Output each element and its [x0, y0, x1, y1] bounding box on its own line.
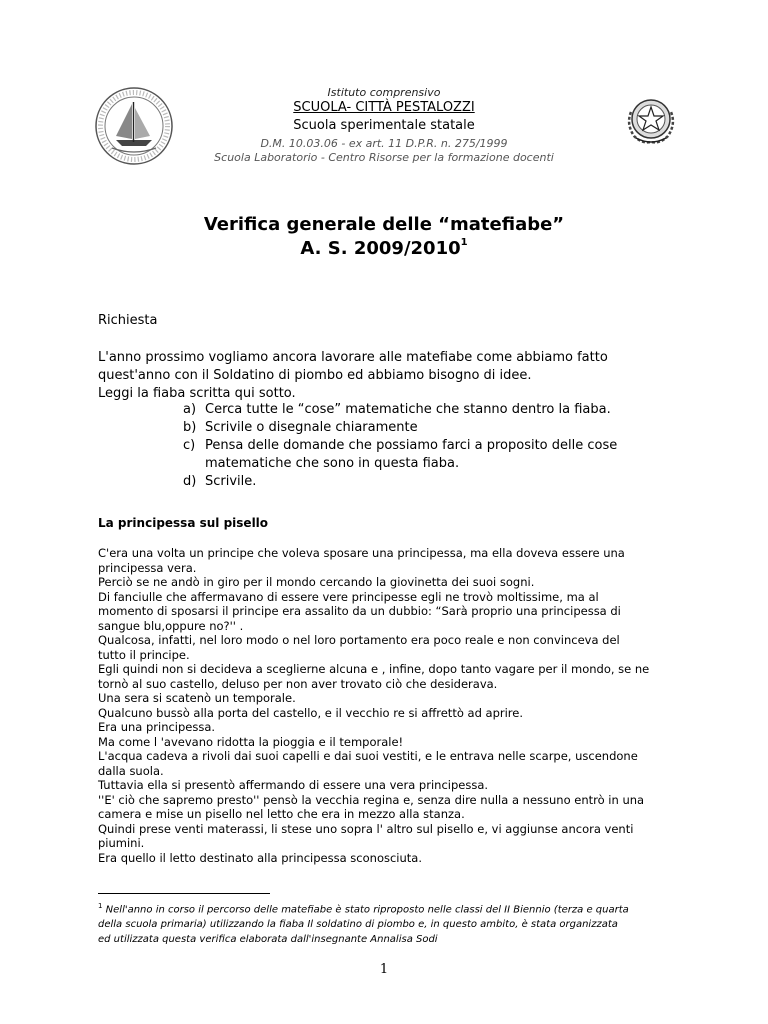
- school-year-text: A. S. 2009/2010: [300, 238, 461, 259]
- list-item-text: Pensa delle domande che possiamo farci a proposito delle cose: [205, 438, 618, 453]
- request-heading: Richiesta: [98, 313, 158, 328]
- institute-label: Istituto comprensivo: [327, 86, 441, 99]
- footnote-line: ed utilizzata questa verifica elaborata dall'insegnante Annalisa Sodi: [98, 934, 438, 946]
- story-line: Egli quindi non si decideva a sceglierne alcuna e , infine, dopo tanto vagare per il mondo, se ne: [98, 662, 650, 676]
- story-line: camera e mise un pisello nel letto che era in mezzo alla stanza.: [98, 807, 465, 821]
- story-line: Era una principessa.: [98, 720, 216, 734]
- request-line: L'anno prossimo vogliamo ancora lavorare alle matefiabe come abbiamo fatto: [98, 350, 608, 365]
- story-line: Quindi prese venti materassi, li stese uno sopra l' altro sul pisello e, vi aggiunse ancora venti: [98, 821, 634, 836]
- story-line: Qualcosa, infatti, nel loro modo o nel loro portamento era poco reale e non convinceva del: [98, 633, 620, 647]
- list-item: [183, 473, 617, 491]
- list-item-label: d): [183, 474, 197, 489]
- story-line: sangue blu,oppure no?'' .: [98, 618, 244, 633]
- school-year: [0, 238, 768, 259]
- list-item: [183, 401, 617, 419]
- story-line: Perciò se ne andò in giro per il mondo cercando la giovinetta dei suoi sogni.: [98, 575, 535, 589]
- request-line: quest'anno con il Soldatino di piombo ed abbiamo bisogno di idee.: [98, 368, 532, 383]
- story-line: Di fanciulle che affermavano di essere vere principesse egli ne trovò moltissime, ma al: [98, 589, 599, 604]
- story-line: Ma come l 'avevano ridotta la pioggia e il temporale!: [98, 734, 404, 749]
- story-line: dalla suola.: [98, 763, 164, 778]
- request-line: Leggi la fiaba scritta qui sotto.: [98, 386, 296, 401]
- footnote: [98, 899, 629, 947]
- list-item: [183, 437, 617, 473]
- story-line: Tuttavia ella si presentò affermando di essere una vera principessa.: [98, 778, 489, 792]
- page-number: 1: [379, 962, 389, 977]
- request-list: [183, 401, 617, 491]
- list-item: [183, 419, 617, 437]
- story-line: tornò al suo castello, deluso per non aver trovato ciò che desiderava.: [98, 676, 498, 691]
- list-item-label: c): [183, 438, 196, 453]
- request-paragraph: [98, 349, 608, 403]
- story-line: principessa vera.: [98, 560, 197, 575]
- story-line: piumini.: [98, 836, 145, 850]
- story-line: Era quello il letto destinato alla principessa sconosciuta.: [98, 850, 422, 865]
- story-title: La principessa sul pisello: [98, 516, 269, 530]
- footnote-divider: [98, 893, 270, 894]
- story-line: Qualcuno bussò alla porta del castello, e il vecchio re si affrettò ad aprire.: [98, 705, 523, 720]
- footnote-ref: 1: [460, 237, 468, 248]
- lab-line: Scuola Laboratorio - Centro Risorse per la formazione docenti: [214, 151, 554, 164]
- story-line: L'acqua cadeva a rivoli dai suoi capelli e dai suoi vestiti, e le entrava nelle scarpe, uscendone: [98, 749, 638, 763]
- list-item-label: b): [183, 420, 197, 435]
- list-item-text: Scrivile.: [205, 474, 257, 489]
- story-line: ''E' ciò che sapremo presto'' pensò la vecchia regina e, senza dire nulla a nessuno entrò in una: [98, 792, 645, 807]
- story-line: tutto il principe.: [98, 647, 190, 662]
- footnote-text: Nell'anno in corso il percorso delle matefiabe è stato riproposto nelle classi del II Biennio (terza e quarta: [105, 904, 629, 916]
- story-line: C'era una volta un principe che voleva sposare una principessa, ma ella doveva essere una: [98, 546, 625, 560]
- footnote-line: della scuola primaria) utilizzando la fiaba Il soldatino di piombo e, in questo ambito, è stata organizzata: [98, 919, 618, 931]
- list-item-label: a): [183, 402, 197, 417]
- document-title: Verifica generale delle “matefiabe”: [203, 214, 565, 235]
- list-item-text: Scrivile o disegnale chiaramente: [205, 420, 418, 435]
- list-item-text: Cerca tutte le “cose” matematiche che stanno dentro la fiaba.: [205, 402, 611, 417]
- story-line: Una sera si scatenò un temporale.: [98, 691, 296, 705]
- footnote-mark: 1: [98, 902, 103, 910]
- school-name: SCUOLA- CITTÀ PESTALOZZI: [293, 100, 475, 115]
- decree-line: D.M. 10.03.06 - ex art. 11 D.P.R. n. 275/1999: [260, 137, 508, 150]
- school-subtitle: Scuola sperimentale statale: [293, 118, 475, 133]
- list-item-text: matematiche che sono in questa fiaba.: [205, 456, 460, 471]
- story-line: momento di sposarsi il principe era assalito da un dubbio: “Sarà proprio una principessa di: [98, 604, 621, 618]
- story-text: [98, 546, 668, 865]
- footnote-line: [98, 899, 629, 917]
